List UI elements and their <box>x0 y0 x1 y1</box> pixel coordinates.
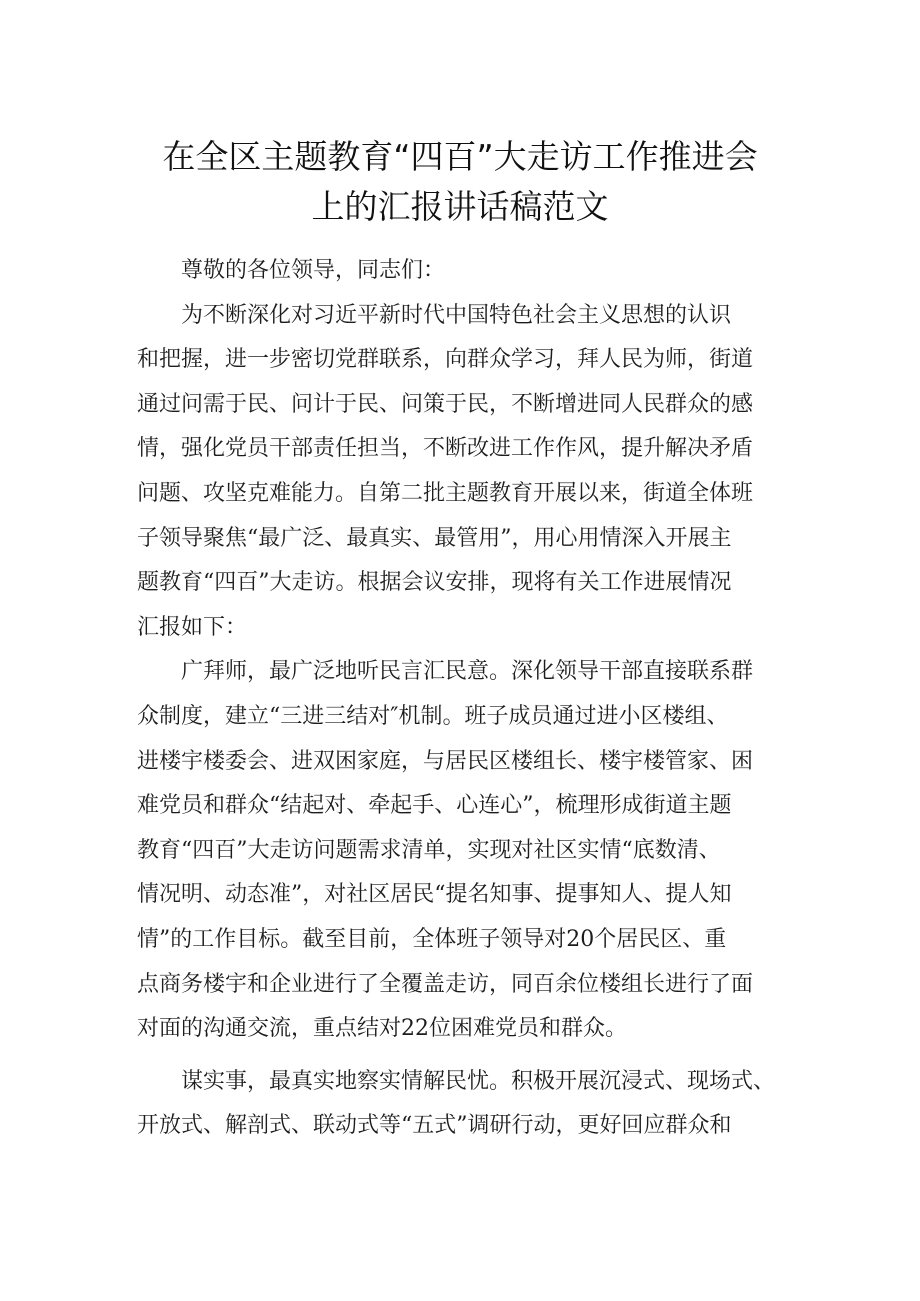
paragraph-line: 子领导聚焦“最广泛、最真实、最管用”，用心用情深入开展主 <box>137 525 732 551</box>
paragraph-line: 谋实事，最真实地察实情解民忧。积极开展沉浸式、现场式、 <box>181 1068 776 1094</box>
paragraph-line: 情况明、动态准”，对社区居民“提名知事、提事知人、提人知 <box>137 882 732 908</box>
title-line: 上的汇报讲话稿范文 <box>311 187 609 227</box>
paragraph-line: 通过问需于民、问计于民、问策于民，不断增进同人民群众的感 <box>137 391 754 417</box>
paragraph-line: 进楼宇楼委会、进双困家庭，与居民区楼组长、楼宇楼管家、困 <box>137 748 754 774</box>
paragraph-line: 点商务楼宇和企业进行了全覆盖走访，同百余位楼组长进行了面 <box>137 971 754 997</box>
title-line: 在全区主题教育“四百”大走访工作推进会 <box>162 137 758 177</box>
document-body <box>137 249 787 1149</box>
paragraph-line: 汇报如下： <box>137 614 248 640</box>
paragraph-1 <box>137 294 787 651</box>
paragraph-line: 问题、攻坚克难能力。自第二批主题教育开展以来，街道全体班 <box>137 480 754 506</box>
paragraph-line: 教育“四百”大走访问题需求清单，实现对社区实情“底数清、 <box>137 837 721 863</box>
paragraph-2 <box>137 650 787 1051</box>
paragraph-line: 和把握，进一步密切党群联系，向群众学习，拜人民为师，街道 <box>137 347 754 373</box>
paragraph-line: 情”的工作目标。截至目前，全体班子领导对20个居民区、重 <box>137 926 727 952</box>
paragraph-line: 开放式、解剖式、联动式等“五式”调研行动，更好回应群众和 <box>137 1113 732 1139</box>
salutation: 尊敬的各位领导，同志们： <box>181 258 446 283</box>
paragraph-line: 为不断深化对习近平新时代中国特色社会主义思想的认识 <box>181 302 732 328</box>
paragraph-line: 众制度，建立“三进三结对″机制。班子成员通过进小区楼组、 <box>137 703 729 729</box>
document-title <box>100 132 820 232</box>
paragraph-line: 情，强化党员干部责任担当，不断改进工作作风，提升解决矛盾 <box>137 436 754 462</box>
paragraph-3 <box>137 1060 787 1149</box>
paragraph-line: 广拜师，最广泛地听民言汇民意。深化领导干部直接联系群 <box>181 659 754 685</box>
paragraph-line: 对面的沟通交流，重点结对22位困难党员和群众。 <box>137 1016 627 1042</box>
paragraph-line: 题教育“四百”大走访。根据会议安排，现将有关工作进展情况 <box>137 570 732 596</box>
paragraph-line: 难党员和群众“结起对、牵起手、心连心”，梳理形成街道主题 <box>137 793 732 819</box>
